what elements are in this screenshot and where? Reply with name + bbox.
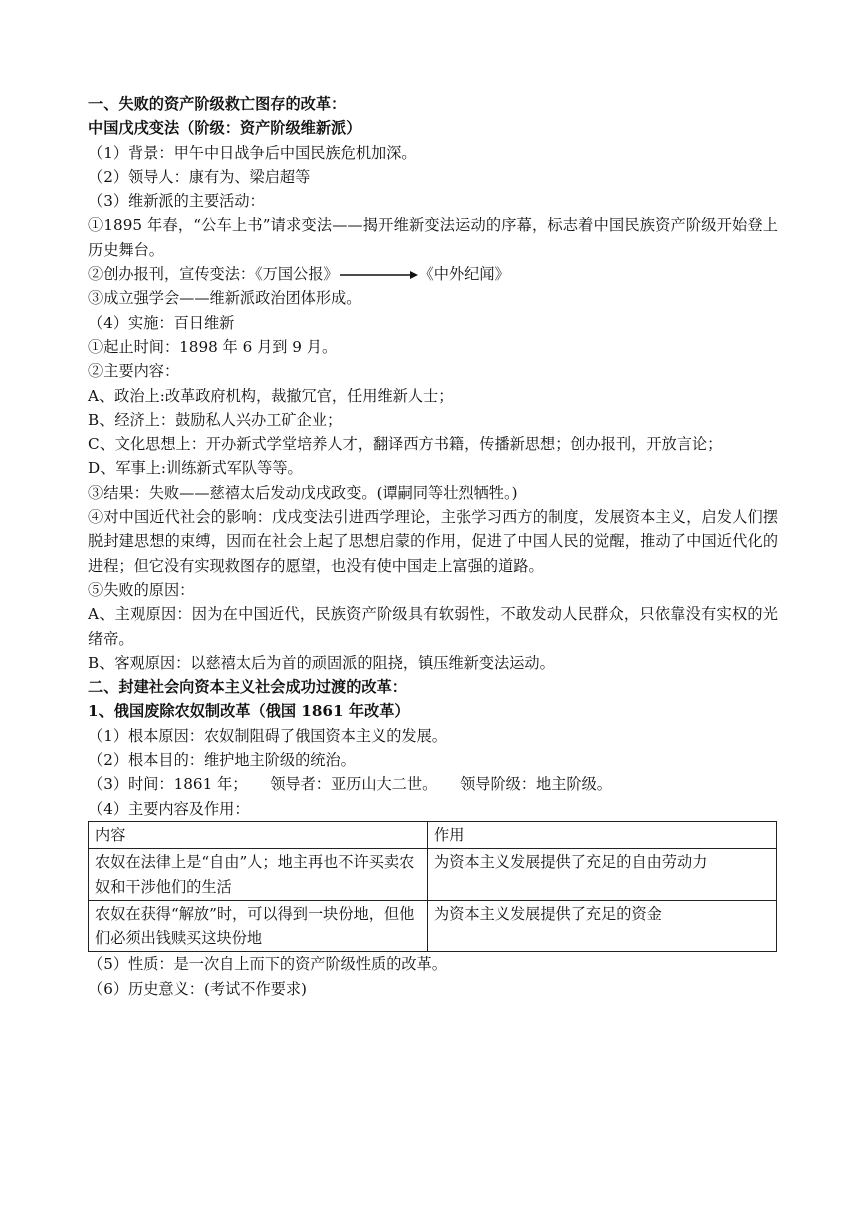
paragraph-result: ③结果：失败——慈禧太后发动戊戌政变。(谭嗣同等壮烈牺牲。)	[88, 483, 518, 502]
paragraph-table-title: （4）主要内容及作用：	[88, 799, 250, 818]
table-cell: 为资本主义发展提供了充足的资金	[428, 900, 777, 952]
paragraph-culture: C、文化思想上：开办新式学堂培养人才，翻译西方书籍，传播新思想；创办报刊，开放言论；	[88, 435, 723, 454]
right-arrow-icon	[340, 270, 418, 280]
table-cell: 农奴在法律上是“自由”人；地主再也不许买卖农奴和干涉他们的生活	[89, 849, 428, 901]
table-header-cell: 内容	[89, 821, 428, 848]
paragraph-background: （1）背景：甲午中日战争后中国民族危机加深。	[88, 143, 417, 162]
paragraph-time-leader: （3）时间：1861 年； 领导者：亚历山大二世。 领导阶级：地主阶级。	[88, 775, 612, 794]
paragraph-qiangxuehui: ③成立强学会——维新派政治团体形成。	[88, 289, 362, 308]
paragraph-activities-title: （3）维新派的主要活动：	[88, 192, 265, 211]
paragraph-purpose: （2）根本目的：维护地主阶级的统治。	[88, 751, 356, 770]
paragraph-politics: A、政治上:改革政府机构，裁撤冗官，任用维新人士；	[88, 386, 454, 405]
paragraph-nature: （5）性质：是一次自上而下的资产阶级性质的改革。	[88, 955, 447, 974]
paragraph-economy: B、经济上：鼓励私人兴办工矿企业；	[88, 410, 343, 429]
paragraph-subjective-reason: A、主观原因：因为在中国近代，民族资产阶级具有软弱性，不敢发动人民群众，只依靠没有实权的光绪帝。	[88, 605, 778, 648]
section2-subheading: 1、俄国废除农奴制改革（俄国 1861 年改革）	[88, 702, 410, 721]
newspapers-text: ②创办报刊，宣传变法：《万国公报》	[88, 265, 339, 284]
section1-heading: 一、失败的资产阶级救亡图存的改革：	[88, 95, 347, 113]
reform-content-table	[88, 821, 778, 952]
paragraph-failure-reasons: ⑤失败的原因：	[88, 580, 195, 599]
table-row	[89, 900, 777, 952]
section1-subheading: 中国戊戌变法（阶级：资产阶级维新派）	[88, 119, 362, 138]
table-row	[89, 849, 777, 901]
paragraph-impact: ④对中国近代社会的影响：戊戌变法引进西学理论，主张学习西方的制度，发展资本主义，启发人们摆脱封建思想的束缚，因而在社会上起了思想启蒙的作用，促进了中国人民的觉醒，推动了中国近代化的进程；但它没有实现救图存的愿望，也没有使中国走上富强的道路。	[88, 508, 778, 575]
table-header-row	[89, 821, 777, 848]
section2-heading: 二、封建社会向资本主义社会成功过渡的改革：	[88, 678, 407, 697]
paragraph-leaders: （2）领导人：康有为、梁启超等	[88, 167, 311, 186]
document-page	[88, 92, 778, 1001]
paragraph-root-cause: （1）根本原因：农奴制阻碍了俄国资本主义的发展。	[88, 726, 447, 745]
paragraph-newspapers	[88, 262, 778, 286]
table-cell: 农奴在获得“解放”时，可以得到一块份地，但他们必须出钱赎买这块份地	[89, 900, 428, 952]
paragraph-implementation: （4）实施：百日维新	[88, 313, 235, 332]
table-cell: 为资本主义发展提供了充足的自由劳动力	[428, 849, 777, 901]
paragraph-significance: （6）历史意义：(考试不作要求)	[88, 979, 307, 998]
paragraph-gongche: ①1895 年春，“公车上书”请求变法——揭开维新变法运动的序幕，标志着中国民族资产阶级开始登上历史舞台。	[88, 216, 778, 259]
paragraph-objective-reason: B、客观原因：以慈禧太后为首的顽固派的阻挠，镇压维新变法运动。	[88, 653, 555, 672]
paragraph-content-title: ②主要内容：	[88, 362, 180, 381]
paragraph-military: D、军事上:训练新式军队等等。	[88, 459, 303, 478]
newspapers-text-after: 《中外纪闻》	[418, 265, 510, 284]
paragraph-time: ①起止时间：1898 年 6 月到 9 月。	[88, 337, 338, 356]
table-header-cell: 作用	[428, 821, 777, 848]
